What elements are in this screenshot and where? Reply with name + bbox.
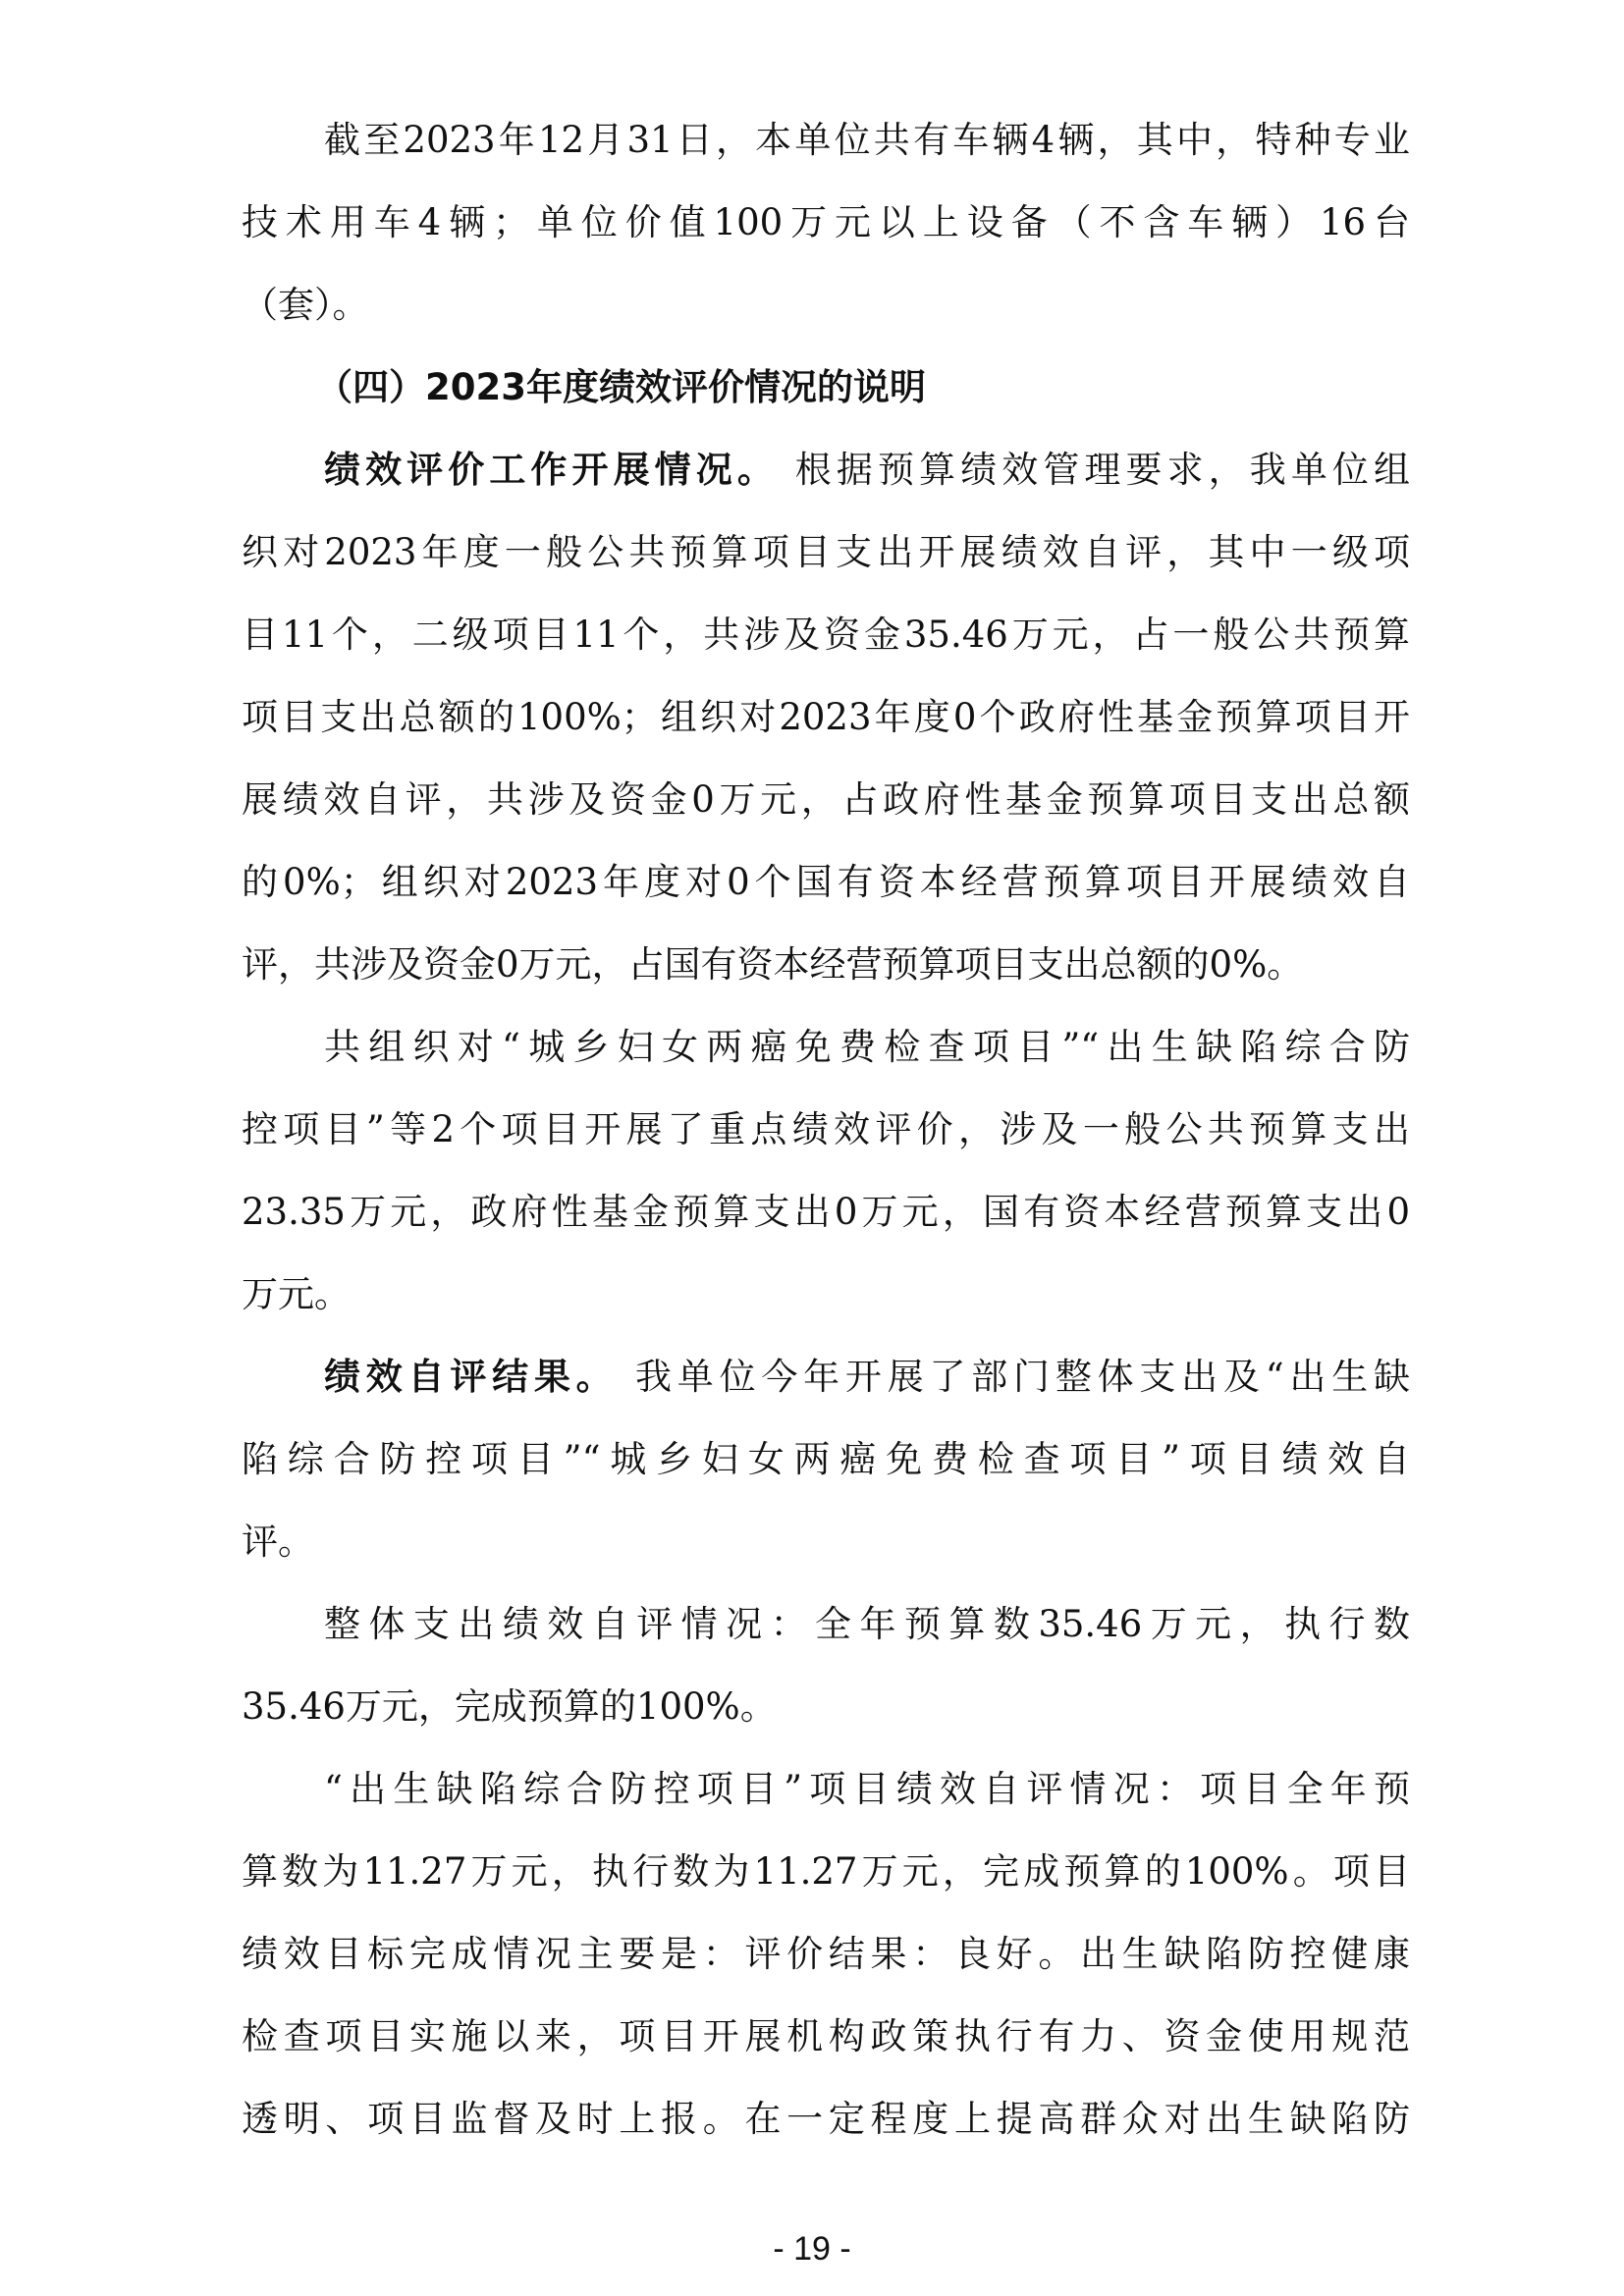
- paragraph-key-projects-line-2: [242, 1089, 1410, 1171]
- paragraph-overall-line-1: [324, 1583, 1410, 1666]
- paragraph-key-projects-line-3: [242, 1171, 1410, 1254]
- paragraph-evaluation-line-5: [242, 759, 1410, 841]
- paragraph-evaluation-line-7: [242, 924, 1410, 1006]
- text: 绩效目标完成情况主要是：评价结果：良好。出生缺陷防控健康: [242, 1933, 1410, 1975]
- paragraph-birth-defect-line-2: [242, 1831, 1410, 1913]
- text: 透明、项目监督及时上报。在一定程度上提高群众对出生缺陷防: [242, 2098, 1410, 2140]
- bold-lead-text: 绩效自评结果。: [324, 1356, 619, 1398]
- paragraph-birth-defect-line-4: [242, 1996, 1410, 2078]
- paragraph-vehicles-line-3: [242, 264, 1410, 347]
- text: 展绩效自评，共涉及资金0万元，占政府性基金预算项目支出总额: [242, 778, 1410, 821]
- text: 控项目”等2个项目开展了重点绩效评价，涉及一般公共预算支出: [242, 1108, 1410, 1150]
- paragraph-birth-defect-line-5: [242, 2078, 1410, 2161]
- paragraph-birth-defect-line-3: [242, 1913, 1410, 1996]
- paragraph-self-eval-line-1: [324, 1336, 1410, 1418]
- text: 陷综合防控项目”“城乡妇女两癌免费检查项目”项目绩效自: [242, 1438, 1410, 1480]
- paragraph-vehicles-line-2: [242, 182, 1410, 264]
- paragraph-key-projects-line-1: [324, 1006, 1410, 1089]
- bold-lead-text: 绩效评价工作开展情况。: [324, 449, 779, 491]
- paragraph-self-eval-line-2: [242, 1418, 1410, 1501]
- text: “出生缺陷综合防控项目”项目绩效自评情况：项目全年预: [324, 1768, 1410, 1810]
- text: 的0%；组织对2023年度对0个国有资本经营预算项目开展绩效自: [242, 861, 1410, 903]
- text: 目11个，二级项目11个，共涉及资金35.46万元，占一般公共预算: [242, 614, 1410, 656]
- text: 截至2023年12月31日，本单位共有车辆4辆，其中，特种专业: [324, 119, 1410, 161]
- text: 评，共涉及资金0万元，占国有资本经营预算项目支出总额的0%。: [242, 943, 1304, 986]
- text: 检查项目实施以来，项目开展机构政策执行有力、资金使用规范: [242, 2015, 1410, 2057]
- paragraph-evaluation-line-3: [242, 594, 1410, 676]
- text: 23.35万元，政府性基金预算支出0万元，国有资本经营预算支出0: [242, 1191, 1410, 1233]
- text: 我单位今年开展了部门整体支出及“出生缺: [618, 1356, 1410, 1398]
- text: （套）。: [242, 284, 369, 326]
- page-number: - 19 -: [773, 2230, 851, 2268]
- paragraph-evaluation-line-4: [242, 676, 1410, 759]
- text: 35.46万元，完成预算的100%。: [242, 1685, 777, 1728]
- paragraph-key-projects-line-4: [242, 1254, 1410, 1336]
- text: 算数为11.27万元，执行数为11.27万元，完成预算的100%。项目: [242, 1850, 1410, 1893]
- heading-text: （四）2023年度绩效评价情况的说明: [316, 366, 926, 408]
- paragraph-birth-defect-line-1: [324, 1748, 1410, 1831]
- paragraph-overall-line-2: [242, 1666, 1410, 1748]
- paragraph-self-eval-line-3: [242, 1501, 1410, 1583]
- text: 共组织对“城乡妇女两癌免费检查项目”“出生缺陷综合防: [324, 1026, 1410, 1068]
- text: 整体支出绩效自评情况：全年预算数35.46万元，执行数: [324, 1603, 1410, 1645]
- paragraph-evaluation-line-2: [242, 511, 1410, 594]
- text: 项目支出总额的100%；组织对2023年度0个政府性基金预算项目开: [242, 696, 1410, 738]
- text: 根据预算绩效管理要求，我单位组: [778, 449, 1411, 491]
- text: 织对2023年度一般公共预算项目支出开展绩效自评，其中一级项: [242, 531, 1410, 573]
- paragraph-vehicles-line-1: [324, 99, 1410, 182]
- text: 技术用车4辆；单位价值100万元以上设备（不含车辆）16台: [242, 201, 1410, 243]
- section-heading: [316, 347, 1410, 429]
- paragraph-evaluation-line-6: [242, 841, 1410, 924]
- paragraph-evaluation-line-1: [324, 429, 1410, 511]
- text: 万元。: [242, 1273, 351, 1315]
- text: 评。: [242, 1521, 314, 1563]
